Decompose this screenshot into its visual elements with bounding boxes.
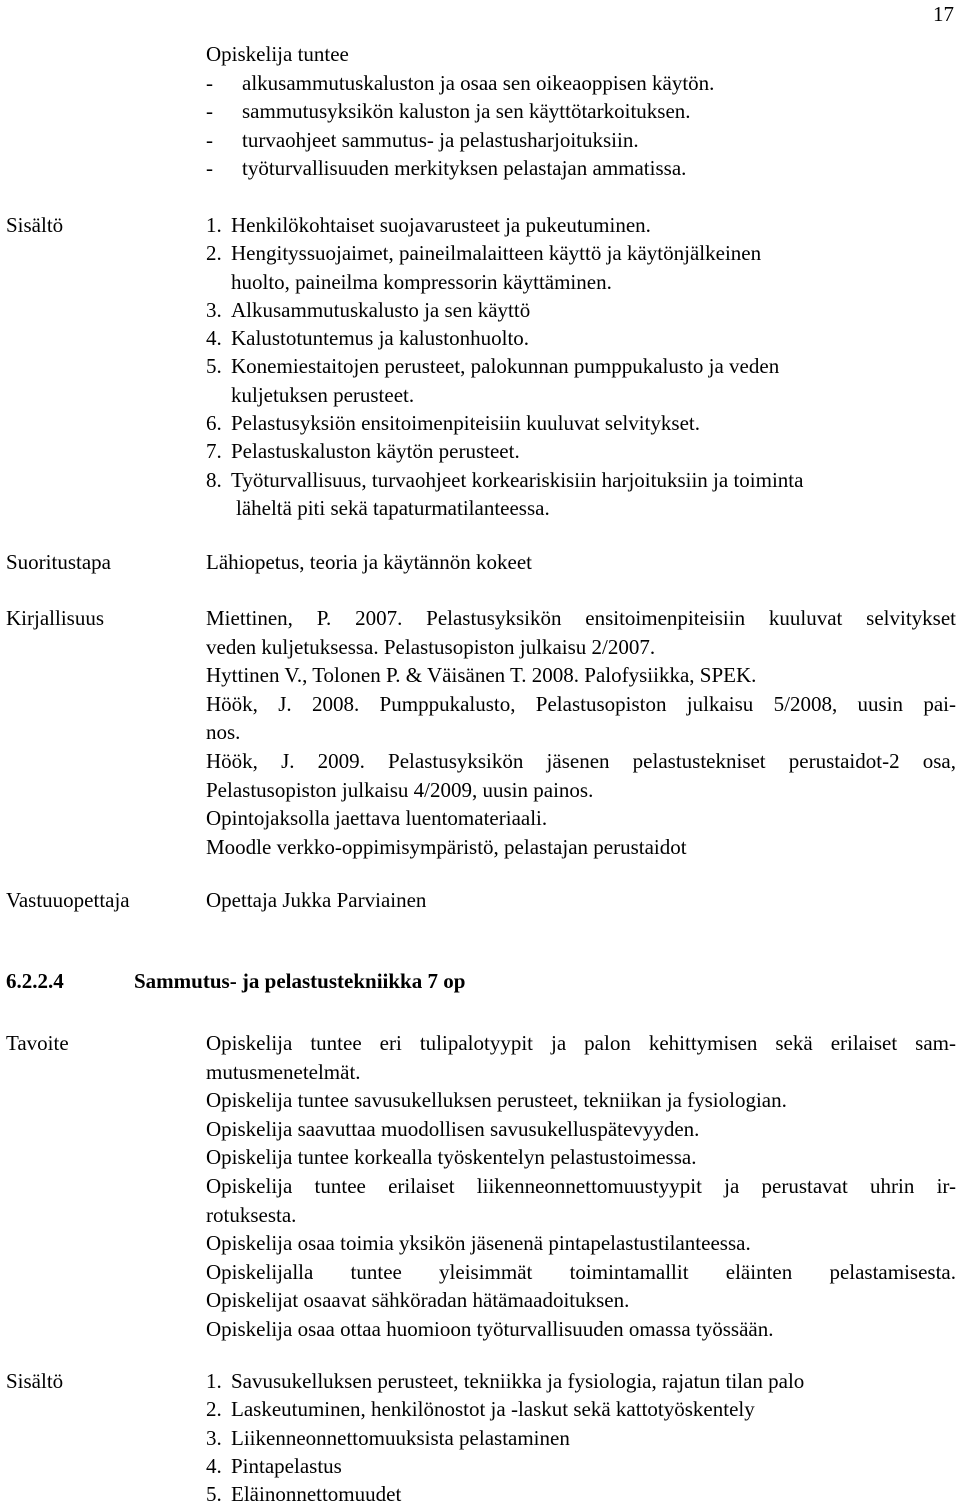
content-label: Sisältö — [6, 213, 64, 237]
goal-line: Opiskelija osaa ottaa huomioon työturvallisuuden omassa työssään. — [206, 1316, 774, 1341]
list-item-continuation: huolto, paineilma kompressorin käyttäminen. — [231, 269, 612, 294]
goal-line: rotuksesta. — [206, 1202, 297, 1227]
literature-line: Moodle verkko-oppimisympäristö, pelastajan perustaidot — [206, 834, 687, 859]
literature-line: Pelastusopiston julkaisu 4/2009, uusin painos. — [206, 777, 594, 802]
goal-line: Opiskelijalla tuntee yleisimmät toimintamallit eläinten pelastamisesta. — [206, 1259, 956, 1284]
literature-line: Hyttinen V., Tolonen P. & Väisänen T. 2008. Palofysiikka, SPEK. — [206, 663, 757, 688]
literature-list — [206, 604, 956, 861]
goal-line: Opiskelija tuntee eri tulipalotyypit ja palon kehittymisen sekä erilaiset sam- — [206, 1031, 956, 1055]
list-item: 5. Eläinonnettomuudet — [206, 1482, 402, 1507]
page-number: 17 — [933, 2, 954, 26]
goal-line: mutusmenetelmät. — [206, 1059, 361, 1084]
literature-line: Miettinen, P. 2007. Pelastusyksikön ensitoimenpiteisiin kuuluvat selvitykset — [206, 606, 956, 630]
list-item: 2. Hengityssuojaimet, paineilmalaitteen käyttö ja käytönjälkeinen — [206, 241, 762, 266]
teacher-label: Vastuuopettaja — [6, 888, 130, 912]
goal-label: Tavoite — [6, 1031, 69, 1055]
list-item: 1. Henkilökohtaiset suojavarusteet ja pukeutuminen. — [206, 213, 651, 237]
teacher-text — [206, 886, 956, 915]
top-item: - sammutusyksikön kaluston ja sen käyttötarkoituksen. — [206, 99, 691, 124]
content-label: Sisältö — [6, 1369, 64, 1393]
top-item: - turvaohjeet sammutus- ja pelastusharjoituksiin. — [206, 127, 639, 152]
goal-line: Opiskelija saavuttaa muodollisen savusukelluspätevyyden. — [206, 1116, 700, 1141]
list-item: 8. Työturvallisuus, turvaohjeet korkeariskisiin harjoituksiin ja toiminta — [206, 467, 804, 492]
goal-line: Opiskelija tuntee korkealla työskentelyn pelastustoimessa. — [206, 1145, 697, 1170]
literature-line: Höök, J. 2009. Pelastusyksikön jäsenen pelastustekniset perustaidot-2 osa, — [206, 748, 956, 773]
goal-line: Opiskelija tuntee erilaiset liikenneonnettomuustyypit ja perustavat uhrin ir- — [206, 1173, 956, 1198]
list-item-continuation: läheltä piti sekä tapaturmatilanteessa. — [236, 495, 550, 520]
method-label: Suoritustapa — [6, 550, 111, 574]
literature-line: Opintojaksolla jaettava luentomateriaali. — [206, 806, 548, 831]
goal-list — [206, 1029, 956, 1344]
method-value: Lähiopetus, teoria ja käytännön kokeet — [206, 550, 532, 574]
list-item: 3. Alkusammutuskalusto ja sen käyttö — [206, 297, 531, 322]
top-goal-block — [206, 40, 956, 183]
list-item: 7. Pelastuskaluston käytön perusteet. — [206, 439, 520, 464]
method-text — [206, 548, 956, 577]
list-item: 6. Pelastusyksiön ensitoimenpiteisiin kuuluvat selvitykset. — [206, 411, 700, 436]
top-item: - alkusammutuskaluston ja osaa sen oikeaoppisen käytön. — [206, 70, 715, 95]
list-item: 1. Savusukelluksen perusteet, tekniikka ja fysiologia, rajatun tilan palo — [206, 1369, 805, 1393]
list-item: 3. Liikenneonnettomuuksista pelastaminen — [206, 1425, 570, 1450]
list-item-continuation: kuljetuksen perusteet. — [231, 382, 415, 407]
literature-line: nos. — [206, 720, 241, 745]
content-list — [206, 211, 956, 522]
content-list — [206, 1367, 956, 1508]
literature-line: Höök, J. 2008. Pumppukalusto, Pelastusopiston julkaisu 5/2008, uusin pai- — [206, 691, 956, 716]
list-item: 5. Konemiestaitojen perusteet, palokunnan pumppukalusto ja veden — [206, 354, 780, 379]
section-number: 6.2.2.4 — [6, 969, 64, 993]
literature-label: Kirjallisuus — [6, 606, 104, 630]
teacher-value: Opettaja Jukka Parviainen — [206, 888, 427, 912]
goal-line: Opiskelija osaa toimia yksikön jäsenenä pintapelastustilanteessa. — [206, 1231, 751, 1256]
list-item: 4. Kalustotuntemus ja kalustonhuolto. — [206, 326, 530, 351]
list-item: 4. Pintapelastus — [206, 1453, 342, 1478]
list-item: 2. Laskeutuminen, henkilönostot ja -laskut sekä kattotyöskentely — [206, 1397, 755, 1422]
goal-line: Opiskelija tuntee savusukelluksen perusteet, tekniikan ja fysiologian. — [206, 1088, 787, 1113]
section-heading — [6, 966, 465, 996]
goal-line: Opiskelijat osaavat sähköradan hätämaadoituksen. — [206, 1288, 630, 1313]
literature-line: veden kuljetuksessa. Pelastusopiston julkaisu 2/2007. — [206, 634, 656, 659]
top-item: - työturvallisuuden merkityksen pelastajan ammatissa. — [206, 156, 687, 181]
section-title: Sammutus- ja pelastustekniikka 7 op — [134, 969, 466, 993]
top-intro: Opiskelija tuntee — [206, 42, 349, 66]
